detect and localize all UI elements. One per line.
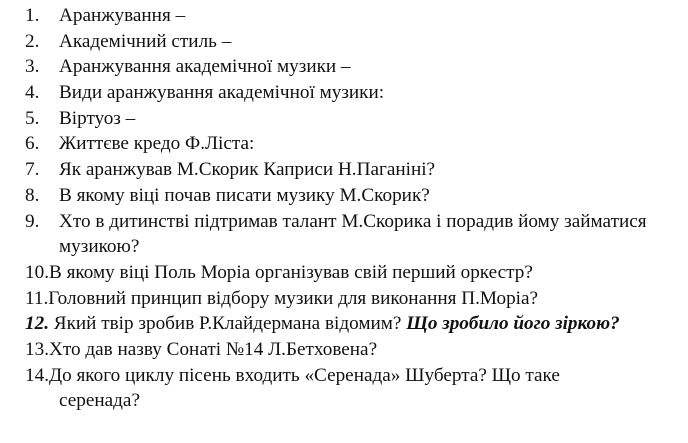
item-text: Академічний стиль – <box>59 30 232 52</box>
item-number: 9. <box>25 210 40 232</box>
item-text: В якому віці Поль Моріа організував свій перший оркестр? <box>48 261 533 283</box>
list-item <box>0 311 688 337</box>
list-item <box>0 3 688 29</box>
item-text: Який твір зробив Р.Клайдермана відомим? <box>53 313 402 335</box>
item-number-value: 13. <box>25 338 49 360</box>
list-item <box>0 157 688 183</box>
list-item <box>0 209 688 235</box>
list-item <box>0 29 688 55</box>
item-text: Хто дав назву Сонаті №14 Л.Бетховена? <box>48 338 378 360</box>
list-item <box>0 363 688 389</box>
item-text: В якому віці почав писати музику М.Скорик? <box>59 184 430 206</box>
item-number: 3. <box>25 56 40 78</box>
item-text: Аранжування академічної музики – <box>59 56 351 78</box>
question-list <box>0 3 688 414</box>
item-text-continuation: музикою? <box>59 236 140 258</box>
item-number: 2. <box>25 30 40 52</box>
list-item-continuation <box>0 234 688 260</box>
item-number: 1. <box>25 5 40 26</box>
item-text: Життєве кредо Ф.Ліста: <box>59 133 255 155</box>
item-number <box>25 363 560 389</box>
list-item-continuation <box>0 388 688 414</box>
item-emphasis: Що зробило його зіркою? <box>406 313 620 335</box>
item-number: 7. <box>25 159 40 181</box>
item-number-value: 10. <box>25 261 49 283</box>
item-text: Види аранжування академічної музики: <box>59 82 385 104</box>
item-number <box>25 286 538 312</box>
list-item <box>0 286 688 312</box>
item-text: Як аранжував М.Скорик Каприси Н.Паганіні? <box>59 159 436 181</box>
item-number: 6. <box>25 133 40 155</box>
item-number: 5. <box>25 107 40 129</box>
item-text: Головний принцип відбору музики для виконання П.Моріа? <box>48 287 539 309</box>
item-text: Віртуоз – <box>59 107 136 129</box>
list-item <box>0 80 688 106</box>
item-text: Хто в дитинстві підтримав талант М.Скорика і порадив йому займатися <box>59 210 647 232</box>
list-item <box>0 183 688 209</box>
item-text-continuation: серенада? <box>59 390 140 412</box>
item-number: 8. <box>25 184 40 206</box>
list-item <box>0 260 688 286</box>
list-item <box>0 106 688 132</box>
item-text: Аранжування – <box>59 5 186 26</box>
item-number-value: 12. <box>25 313 49 335</box>
item-number <box>25 311 620 337</box>
item-text: До якого циклу пісень входить «Серенада» Шуберта? Що таке <box>48 364 560 386</box>
item-number-value: 14. <box>25 364 49 386</box>
list-item <box>0 131 688 157</box>
item-number: 4. <box>25 82 40 104</box>
item-number-value: 11. <box>25 287 49 309</box>
item-number <box>25 337 377 363</box>
list-item <box>0 54 688 80</box>
item-number <box>25 260 533 286</box>
list-item <box>0 337 688 363</box>
